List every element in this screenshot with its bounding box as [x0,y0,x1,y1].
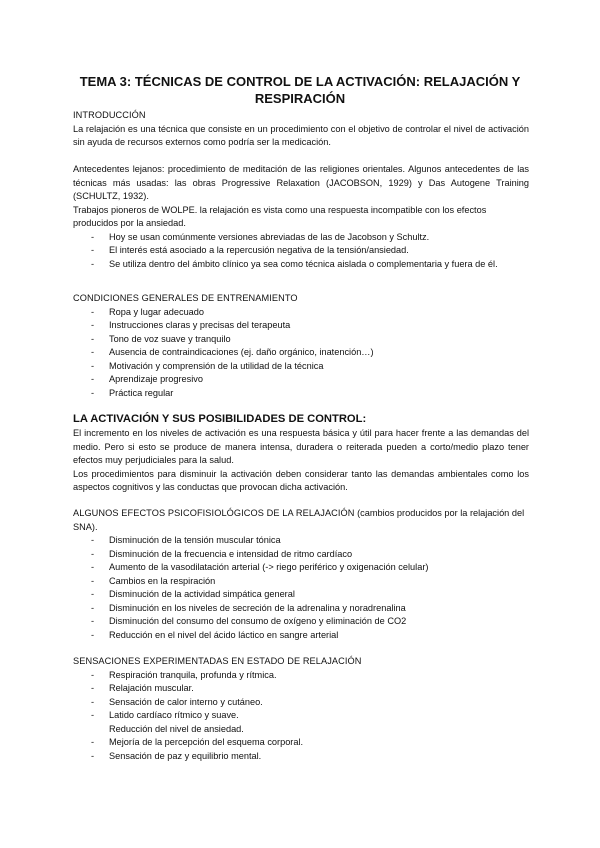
intro-text: La relajación es una técnica que consiste en un procedimiento con el objetivo de controlar el nivel de activación sin ayuda de recursos externos como podría ser la medicación. [73,123,529,147]
list-item: - Ausencia de contraindicaciones (ej. daño orgánico, inatención…) [73,346,529,360]
list-item: - Mejoría de la percepción del esquema corporal. [73,736,529,750]
efectos-heading-note: (cambios producidos por la relajación del SNA). [73,508,525,532]
list-item: - Latido cardíaco rítmico y suave. [73,709,529,723]
list-item: - Ropa y lugar adecuado [73,306,529,320]
list-item: - Motivación y comprensión de la utilidad de la técnica [73,360,529,374]
list-item: - Hoy se usan comúnmente versiones abreviadas de las de Jacobson y Schultz. [73,231,529,245]
activacion-p1: El incremento en los niveles de activación es una respuesta básica y útil para hacer frente a las demandas del medio. Pero si esto se produce de manera intensa, duradera o reiterada pueden a corto/medio plazo tener efectos muy perjudiciales para la salud. [73,428,529,465]
wolpe-text: Trabajos pioneros de WOLPE. la relajación es vista como una respuesta incompatible con los efectos producidos por la ansiedad. [73,204,487,228]
list-item: - Respiración tranquila, profunda y rítmica. [73,669,529,683]
list-item: - Práctica regular [73,387,529,401]
list-item: - Sensación de calor interno y cutáneo. [73,696,529,710]
list-item: - Se utiliza dentro del ámbito clínico ya sea como técnica aislada o complementaria y fuera de él. [73,258,529,272]
intro-heading: INTRODUCCIÓN [73,110,146,120]
activacion-section [73,427,529,495]
antecedentes-list [73,231,529,272]
list-item: - Tono de voz suave y tranquilo [73,333,529,347]
activacion-heading: LA ACTIVACIÓN Y SUS POSIBILIDADES DE CONTROL: [73,413,367,425]
list-item: - Aumento de la vasodilatación arterial (-> riego periférico y oxigenación celular) [73,561,529,575]
sensaciones-heading: SENSACIONES EXPERIMENTADAS EN ESTADO DE RELAJACIÓN [73,656,362,666]
list-item: - El interés está asociado a la repercusión negativa de la tensión/ansiedad. [73,244,529,258]
activacion-p2: Los procedimientos para disminuir la activación deben considerar tanto las demandas ambientales como los aspectos cognitivos y las conductas que provocan dicha activación. [73,468,529,492]
list-item: - Disminución de la tensión muscular tónica [73,534,529,548]
list-item: - Sensación de paz y equilibrio mental. [73,750,529,764]
efectos-section [73,507,529,642]
intro-section [73,109,529,150]
condiciones-list [73,306,529,401]
page-title: TEMA 3: TÉCNICAS DE CONTROL DE LA ACTIVACIÓN: RELAJACIÓN Y RESPIRACIÓN [79,74,521,106]
sensaciones-list [73,669,529,764]
efectos-heading-line [73,507,529,534]
list-item: - Instrucciones claras y precisas del terapeuta [73,319,529,333]
condiciones-heading: CONDICIONES GENERALES DE ENTRENAMIENTO [73,293,298,303]
list-item: - Reducción en el nivel del ácido láctico en sangre arterial [73,629,529,643]
antecedentes-text: Antecedentes lejanos: procedimiento de meditación de las religiones orientales. Algunos antecedentes de las técnicas más usadas: las obras Progressive Relaxation (JACOBSON, 1929) y Das Autogene Training (SCHULTZ, 1932). [73,164,529,201]
list-item: - Cambios en la respiración [73,575,529,589]
list-item: - Disminución del consumo del consumo de oxígeno y eliminación de CO2 [73,615,529,629]
list-item: - Disminución de la actividad simpática general [73,588,529,602]
list-item: - Aprendizaje progresivo [73,373,529,387]
efectos-list [73,534,529,642]
list-item: - Disminución de la frecuencia e intensidad de ritmo cardíaco [73,548,529,562]
list-item: - Relajación muscular. [73,682,529,696]
efectos-heading: ALGUNOS EFECTOS PSICOFISIOLÓGICOS DE LA RELAJACIÓN [73,508,355,518]
list-item-continuation: Reducción del nivel de ansiedad. [109,723,244,734]
sensaciones-section [73,655,529,763]
list-item: - Disminución en los niveles de secreción de la adrenalina y noradrenalina [73,602,529,616]
condiciones-section [73,292,529,400]
antecedentes-section [73,163,529,271]
